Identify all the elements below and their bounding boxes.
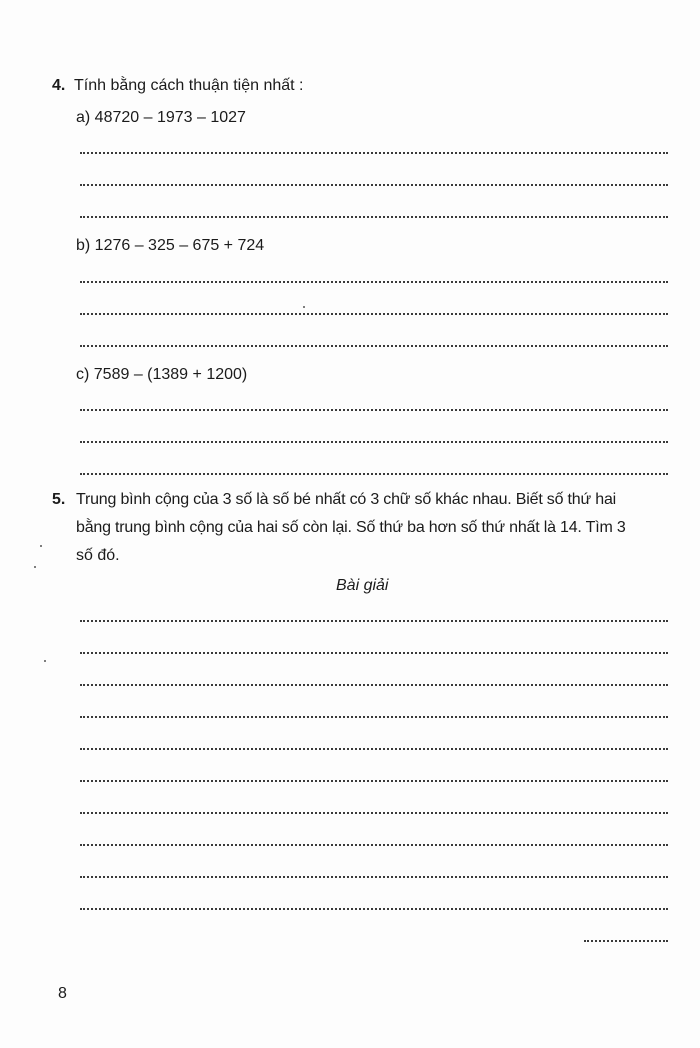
scan-speck	[40, 545, 42, 547]
scan-speck	[34, 566, 36, 568]
answer-line-short	[584, 940, 668, 942]
question-5-line-3: số đó.	[76, 547, 120, 564]
answer-line	[80, 844, 668, 846]
answer-line	[80, 812, 668, 814]
answer-line	[80, 684, 668, 686]
answer-line	[80, 748, 668, 750]
answer-line	[80, 281, 668, 283]
solution-heading: Bài giải	[336, 577, 389, 594]
answer-line	[80, 184, 668, 186]
answer-line	[80, 313, 668, 315]
answer-line	[80, 441, 668, 443]
answer-line	[80, 152, 668, 154]
scan-speck	[44, 660, 46, 662]
answer-line	[80, 409, 668, 411]
answer-line	[80, 216, 668, 218]
question-5-line-2: bằng trung bình cộng của hai số còn lại. Số thứ ba hơn số thứ nhất là 14. Tìm 3	[76, 519, 626, 536]
question-4-title: Tính bằng cách thuận tiện nhất :	[74, 77, 304, 94]
page-number: 8	[58, 985, 67, 1002]
question-4c-expression: c) 7589 – (1389 + 1200)	[76, 366, 248, 383]
question-4a-expression: a) 48720 – 1973 – 1027	[76, 109, 246, 126]
answer-line	[80, 780, 668, 782]
answer-line	[80, 473, 668, 475]
answer-line	[80, 345, 668, 347]
scan-speck	[303, 306, 305, 308]
question-5-number: 5.	[52, 491, 66, 508]
question-4b-expression: b) 1276 – 325 – 675 + 724	[76, 237, 265, 254]
answer-line	[80, 620, 668, 622]
question-4-number: 4.	[52, 77, 66, 94]
question-5-line-1: Trung bình cộng của 3 số là số bé nhất có 3 chữ số khác nhau. Biết số thứ hai	[76, 491, 616, 508]
answer-line	[80, 876, 668, 878]
answer-line	[80, 652, 668, 654]
answer-line	[80, 716, 668, 718]
answer-line	[80, 908, 668, 910]
